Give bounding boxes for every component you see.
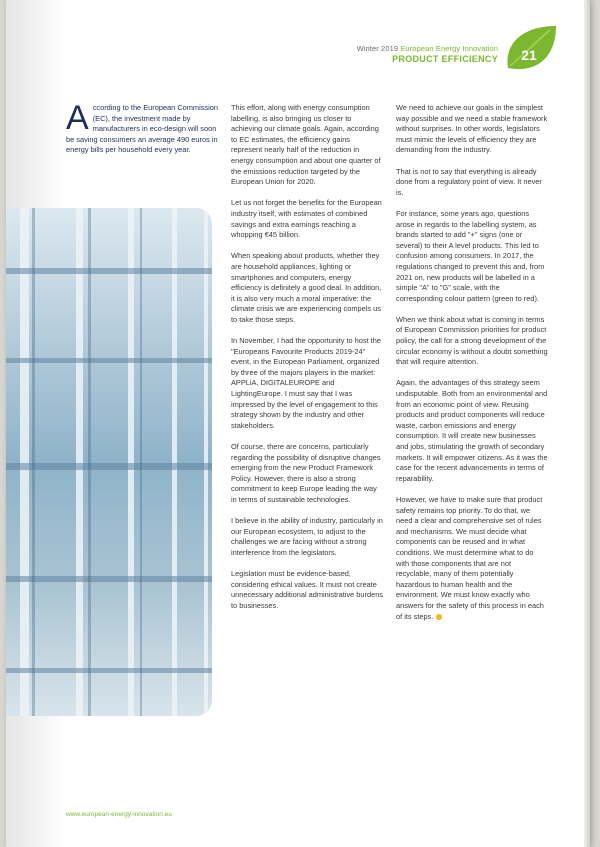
header-issue: Winter 2019	[356, 44, 399, 53]
paragraph: This effort, along with energy consumption labelling, is also bringing us closer to achieving our climate goals. Again, according to EC estimates, the efficiency gains represent nearly half of the reduction in energy consumption and about one quarter of the emissions reduction targeted by the European Union for 2020.	[231, 103, 381, 187]
final-paragraph	[396, 495, 548, 622]
paragraph: Let us not forget the benefits for the European industry itself, with estimates of combined savings and extra earnings reaching a whopping €45 billion.	[231, 198, 382, 240]
paragraph: We need to achieve our goals in the simplest way possible and we need a stable framework without surprises. In other words, legislators must mimic the levels of efficiency they are demanding from the industry.	[396, 103, 548, 155]
paragraph: In November, I had the opportunity to host the "Europeans Favourite Products 2019-24" event, in the European Parliament, organized by three of the majors players in the market: APPLiA, DIGITALEUROPE and LightingEurope. I must say that I was impressed by the level of engagement to this strategy shown by the industry and other stakeholders.	[231, 336, 381, 430]
paragraph-text: However, we have to make sure that product safety remains top priority. To do that, we need a clear and comprehensive set of rules and mechanisms. We must decide what components can be reused and in what conditions. We must determine what to do with those components that are not recyclable, many of them potentially hazardous to human health and the environment. We must know exactly who answers for the safety of this process in each of its steps.	[396, 494, 544, 621]
paragraph: Legislation must be evidence-based, considering ethical values. It must not create unnecessary additional administrative burdens to businesses.	[231, 569, 384, 610]
article-column-3	[396, 103, 548, 633]
photo-illustration	[6, 208, 212, 716]
page-edge	[584, 0, 590, 847]
end-dot-icon	[436, 614, 442, 620]
article-column-2	[231, 103, 383, 622]
article-column-1	[66, 99, 220, 167]
paragraph: For instance, some years ago, questions arose in regards to the labelling system, as brands started to add "+" signs (one or several) to their A level products. This led to confusion among consumers. In 2017, the regulations changed to prevent this and, from 2021 on, new products will be labelled in a simple "A" to "G" scale, with the corresponding colour pattern (green to red).	[396, 208, 545, 303]
intro-text: ccording to the European Commission (EC), the investment made by manufacturers in eco-design will soon be saving consumers an average 490 euros in energy bills per household every year.	[66, 103, 218, 155]
paragraph: Of course, there are concerns, particularly regarding the possibility of disruptive changes emerging from the new Product Framework Policy. However, there is also a strong commitment to keep Europe leading the way in terms of sustainable technologies.	[231, 442, 381, 504]
paragraph: When speaking about products, whether they are household appliances, lighting or smartphones and computers, energy efficiency is definitely a good deal. In addition, it is also very much a moral imperative: the climate crisis we are experiencing compels us to take those steps.	[231, 251, 382, 324]
paragraph: When we think about what is coming in terms of European Commission priorities for product policy, the call for a strong development of the circular economy is without a doubt something that will require attention.	[396, 314, 548, 367]
glass-facade-photo	[6, 208, 212, 716]
paragraph: Again, the advantages of this strategy seem undisputable. Both from an environmental and from an economic point of view. Reusing products and product components will reduce waste, carbon emissions and energy consumption. It will create new businesses and jobs, stimulating the growth of secondary markets. It will empower citizens. As it was the case for the recent advancements in terms of reparability.	[396, 378, 548, 483]
magazine-page	[6, 0, 590, 847]
section-title: PRODUCT EFFICIENCY	[392, 54, 498, 64]
paragraph: I believe in the ability of industry, particularly in our European ecosystem, to adjust to the challenges we are facing without a strong interference from the legislators.	[231, 516, 383, 557]
footer-website-url[interactable]: www.european-energy-innovation.eu	[66, 811, 172, 818]
header-issue-line	[357, 44, 498, 53]
page-number: 21	[521, 47, 537, 63]
drop-cap: A	[66, 99, 89, 137]
paragraph: That is not to say that everything is already done from a regulatory point of view. It never is.	[396, 166, 542, 197]
header-publication: European Energy Innovation	[400, 44, 498, 53]
intro-paragraph	[66, 99, 220, 156]
